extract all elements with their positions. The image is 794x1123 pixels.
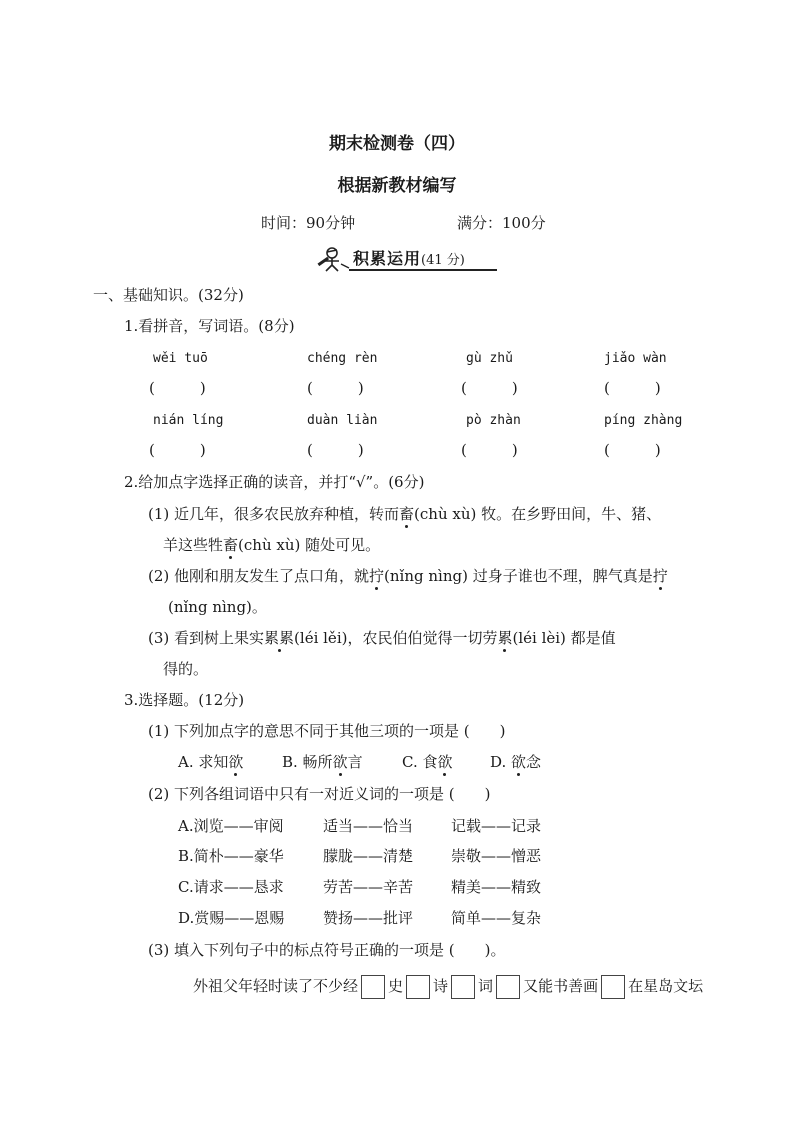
question-3-heading: 3.选择题。(12分): [124, 691, 245, 709]
q3-sub1-stem: (1) 下列加点字的意思不同于其他三项的一项是 ( ): [148, 722, 506, 740]
dotted-char: 畜: [223, 536, 239, 554]
pinyin-8: píng zhàng: [604, 413, 683, 428]
dotted-char: 拧: [369, 567, 385, 585]
q3-sub2-option-a-3: 记载——记录: [451, 817, 542, 835]
dotted-char: 拧: [652, 567, 668, 585]
dotted-char: 累累: [264, 629, 295, 647]
q3-sub1-option-d[interactable]: D. 欲念: [490, 753, 542, 771]
q2-item-2-line2: (nǐng nìng)。: [168, 598, 267, 616]
answer-blank[interactable]: ( ): [461, 441, 518, 459]
pinyin-6: duàn liàn: [307, 413, 378, 428]
pinyin-3: gù zhǔ: [466, 351, 513, 366]
punctuation-box[interactable]: [601, 975, 625, 999]
q3-sub3-stem: (3) 填入下列句子中的标点符号正确的一项是 ( )。: [148, 941, 506, 959]
q3-sub2-stem: (2) 下列各组词语中只有一对近义词的一项是 ( ): [148, 785, 491, 803]
punctuation-box[interactable]: [451, 975, 475, 999]
answer-blank[interactable]: ( ): [604, 441, 661, 459]
answer-blank[interactable]: ( ): [461, 379, 518, 397]
pencil-boy-icon: [313, 246, 353, 272]
exam-time: 时间：90分钟: [261, 214, 356, 232]
exam-score: 满分：100分: [457, 214, 546, 232]
banner-label: 积累运用(41 分): [353, 249, 465, 268]
punctuation-box[interactable]: [361, 975, 385, 999]
page-title: 期末检测卷（四）: [329, 134, 465, 154]
q3-sub1-option-a[interactable]: A. 求知欲: [178, 753, 244, 771]
dotted-char: 畜: [399, 505, 415, 523]
q3-sub2-option-c-1[interactable]: C.请求——恳求: [178, 878, 284, 896]
q2-item-1-line1: (1) 近几年，很多农民放弃种植，转而畜(chù xù) 牧。在乡野田间，牛、猪、: [148, 505, 662, 523]
q3-sub2-option-a-2: 适当——恰当: [323, 817, 414, 835]
punctuation-box[interactable]: [406, 975, 430, 999]
pinyin-2: chéng rèn: [307, 351, 378, 366]
q2-item-3-line1: (3) 看到树上果实累累(léi lěi)，农民伯伯觉得一切劳累(léi lèi) 都是值: [148, 629, 616, 647]
answer-blank[interactable]: ( ): [149, 441, 206, 459]
q3-sub1-option-b[interactable]: B. 畅所欲言: [282, 753, 363, 771]
q2-item-2-line1: (2) 他刚和朋友发生了点口角，就拧(nǐng nìng) 过身子谁也不理，脾气真是拧: [148, 567, 668, 585]
q3-sub2-option-b-2: 朦胧——清楚: [323, 847, 414, 865]
pinyin-1: wěi tuō: [153, 351, 208, 366]
dotted-char: 累: [497, 629, 513, 647]
q3-sub2-option-d-3: 简单——复杂: [451, 909, 542, 927]
q3-sub2-option-a-1[interactable]: A.浏览——审阅: [178, 817, 284, 835]
q3-sub2-option-d-2: 赞扬——批评: [323, 909, 414, 927]
answer-blank[interactable]: ( ): [604, 379, 661, 397]
banner-underline: [349, 269, 497, 271]
q2-item-1-line2: 羊这些牲畜(chù xù) 随处可见。: [163, 536, 381, 554]
punctuation-box[interactable]: [496, 975, 520, 999]
pinyin-7: pò zhàn: [466, 413, 521, 428]
q3-sub2-option-c-3: 精美——精致: [451, 878, 542, 896]
q3-sub2-option-b-1[interactable]: B.简朴——豪华: [178, 847, 284, 865]
answer-blank[interactable]: ( ): [307, 379, 364, 397]
q2-item-3-line2: 得的。: [163, 660, 209, 678]
q3-sub3-sentence: 外祖父年轻时读了不少经 史 诗 词 又能书善画 在星岛文坛: [193, 975, 703, 999]
answer-blank[interactable]: ( ): [307, 441, 364, 459]
answer-blank[interactable]: ( ): [149, 379, 206, 397]
section-heading: 一、基础知识。(32分): [93, 286, 244, 304]
q3-sub1-option-c[interactable]: C. 食欲: [402, 753, 453, 771]
q3-sub2-option-d-1[interactable]: D.赏赐——恩赐: [178, 909, 285, 927]
section-banner: [313, 246, 497, 272]
q3-sub2-option-b-3: 崇敬——憎恶: [451, 847, 542, 865]
page-subtitle: 根据新教材编写: [337, 176, 457, 196]
banner-score: (41 分): [421, 253, 465, 268]
q3-sub2-option-c-2: 劳苦——辛苦: [323, 878, 414, 896]
question-2-heading: 2.给加点字选择正确的读音，并打“√”。(6分): [124, 473, 425, 491]
question-1-heading: 1.看拼音，写词语。(8分): [124, 317, 295, 335]
pinyin-4: jiǎo wàn: [604, 351, 667, 366]
pinyin-5: nián líng: [153, 413, 224, 428]
